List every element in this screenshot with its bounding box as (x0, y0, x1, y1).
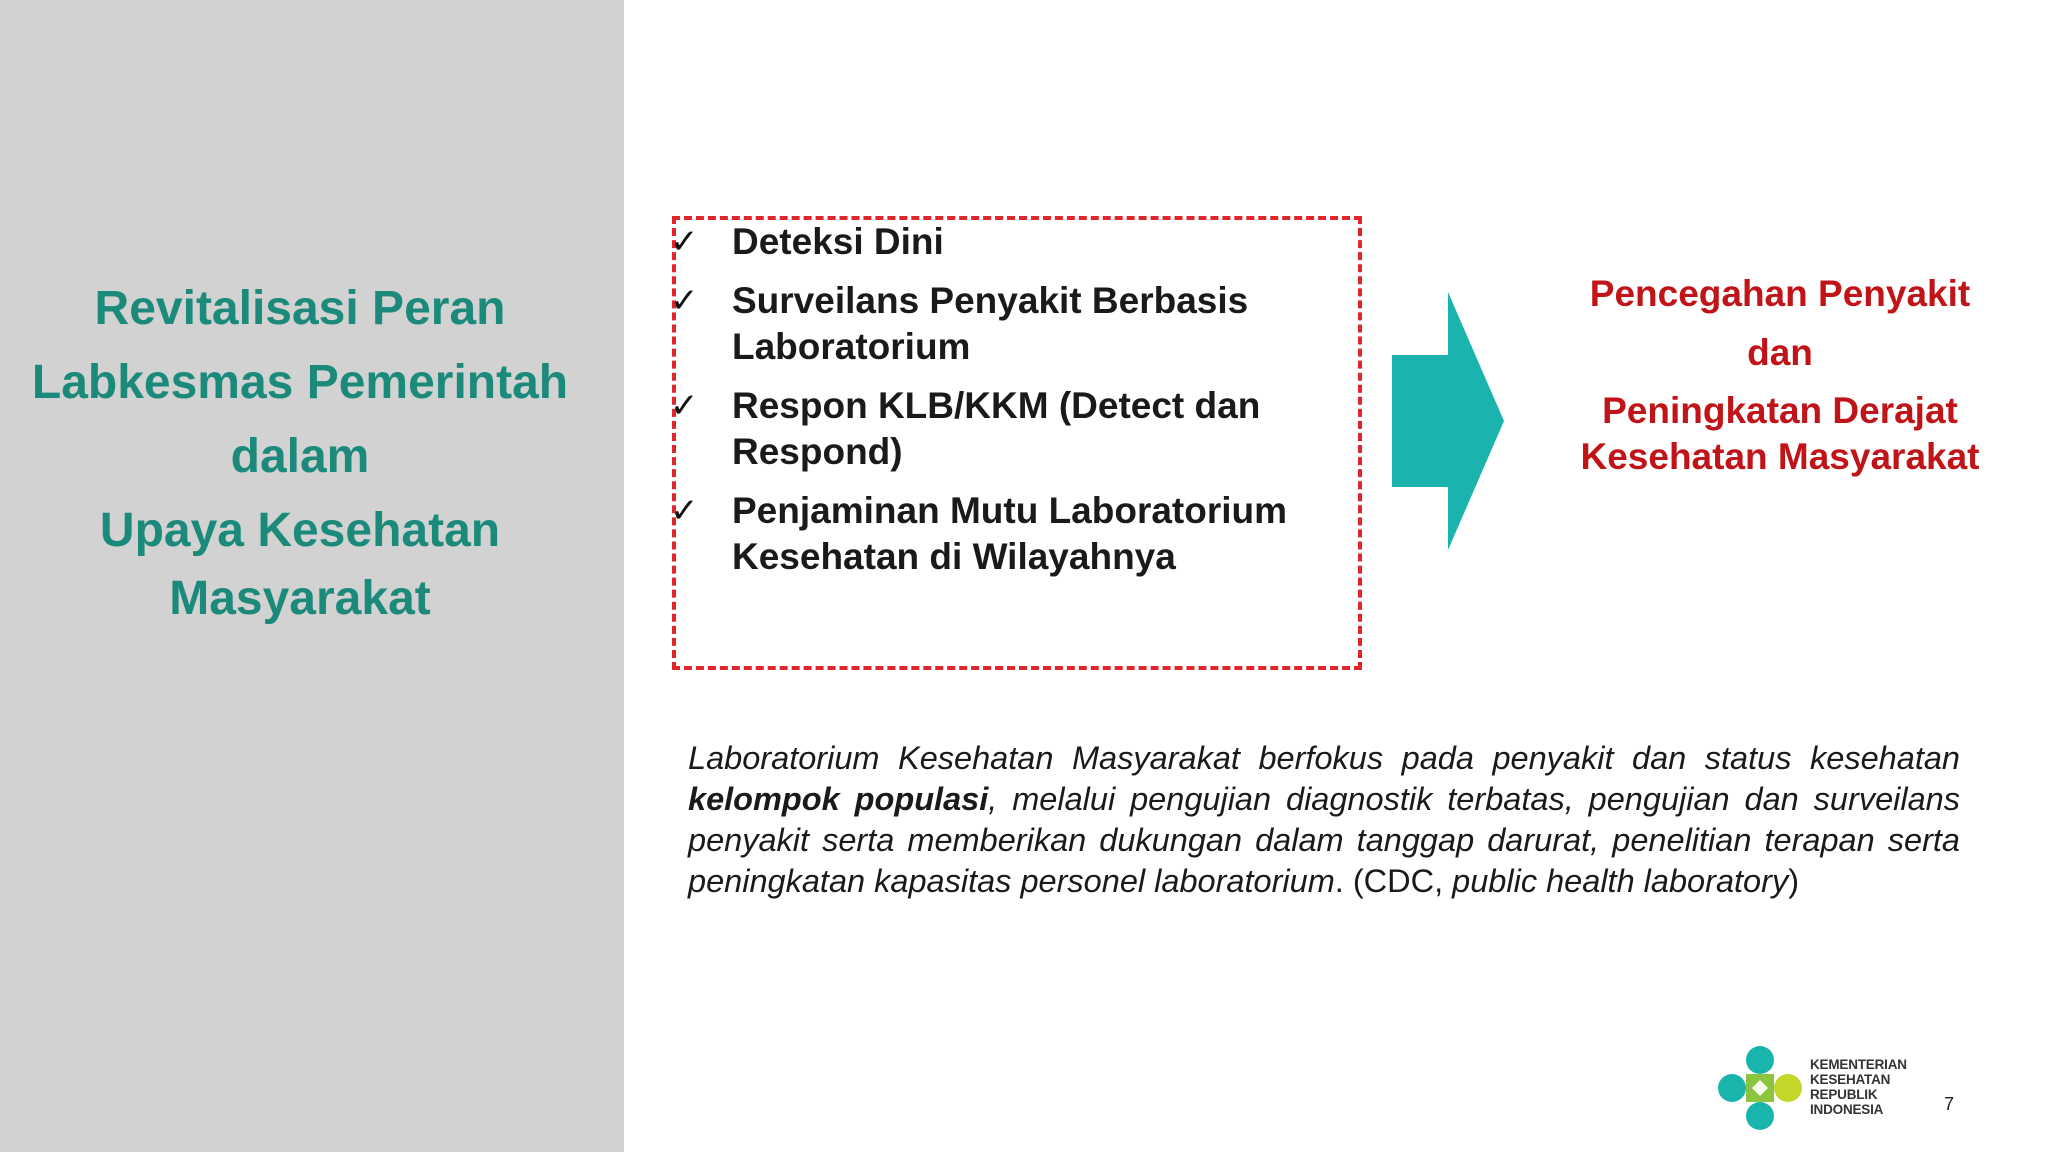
logo-label (1810, 1057, 1907, 1117)
slide-title (0, 272, 600, 630)
outcome-text (1560, 264, 2000, 480)
checklist-item-text: Respon KLB/KKM (Detect dan (732, 385, 1261, 426)
check-icon: ✓ (670, 281, 699, 321)
role-checklist (672, 219, 1372, 593)
checklist-item-text: Penjaminan Mutu Laboratorium (732, 490, 1288, 531)
description-bold-text: kelompok populasi (688, 781, 989, 817)
slide-title-line-1: Revitalisasi Peran (94, 282, 506, 335)
check-icon: ✓ (670, 491, 699, 531)
checklist-item-text: Kesehatan di Wilayahnya (732, 536, 1176, 577)
check-icon: ✓ (670, 222, 699, 262)
slide-title-line-2: Labkesmas Pemerintah (31, 356, 569, 409)
logo-label-line: REPUBLIK (1810, 1087, 1878, 1102)
checklist-item-text: Laboratorium (732, 326, 971, 367)
outcome-line-4: Kesehatan Masyarakat (1580, 436, 1980, 477)
logo-label-line: KESEHATAN (1810, 1072, 1891, 1087)
outcome-line-2: dan (1747, 332, 1813, 373)
check-icon: ✓ (670, 386, 699, 426)
description-citation-end: ) (1788, 863, 1800, 899)
kemenkes-logo-icon (1716, 1042, 1808, 1134)
slide-title-line-3: dalam (230, 430, 370, 483)
description-text: Laboratorium Kesehatan Masyarakat berfokus pada penyakit dan status kesehatan (688, 740, 1960, 776)
checklist-item-text: Deteksi Dini (732, 221, 944, 262)
checklist-item-deteksi (672, 219, 1372, 265)
logo-label-line: INDONESIA (1810, 1102, 1884, 1117)
slide-title-line-4: Upaya Kesehatan (99, 504, 501, 557)
checklist-item-penjaminan (672, 488, 1372, 580)
checklist-item-surveilans (672, 278, 1372, 370)
logo-label-line: KEMENTERIAN (1810, 1057, 1907, 1072)
description-citation: . (CDC, (1334, 863, 1453, 899)
description-text: , melalui pengujian diagnostik terbatas, pengujian dan surveilans penyakit serta memberikan dukungan dalam tanggap darurat, penelitian terapan serta peningkatan kapasitas personel laboratorium (688, 781, 1960, 899)
outcome-line-3: Peningkatan Derajat (1602, 390, 1958, 431)
right-arrow-icon (1392, 292, 1504, 550)
checklist-item-text: Surveilans Penyakit Berbasis (732, 280, 1249, 321)
slide-title-line-5: Masyarakat (169, 572, 431, 625)
checklist-item-text: Respond) (732, 431, 903, 472)
description-paragraph (688, 738, 1960, 902)
checklist-item-respon (672, 383, 1372, 475)
description-citation-source: public health laboratory (1452, 863, 1789, 899)
outcome-line-1: Pencegahan Penyakit (1589, 273, 1971, 314)
arrow-shape (1392, 292, 1504, 550)
page-number: 7 (1944, 1094, 1955, 1114)
